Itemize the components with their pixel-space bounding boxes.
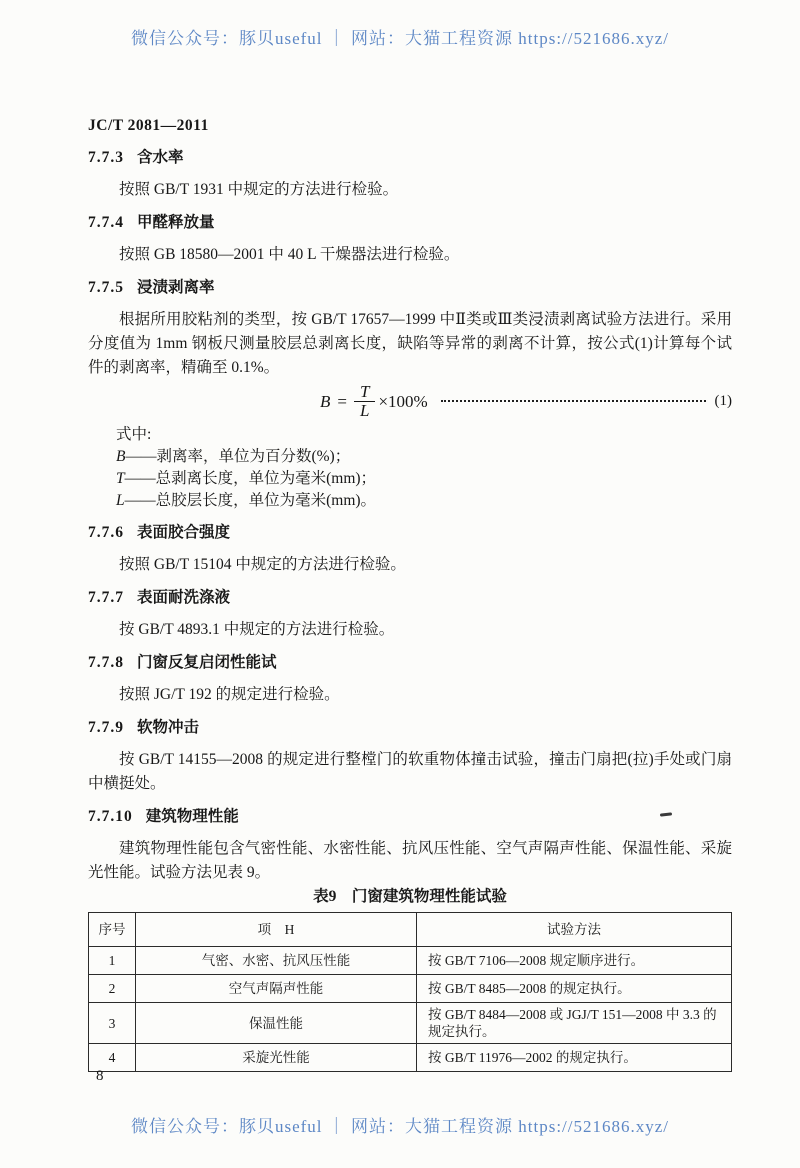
dot-leader bbox=[441, 400, 706, 402]
fraction bbox=[354, 381, 375, 420]
section-number: 7.7.4 bbox=[88, 214, 124, 231]
definition-L bbox=[88, 490, 732, 512]
definition-B bbox=[88, 446, 732, 468]
table-row bbox=[89, 1044, 732, 1072]
section-number: 7.7.3 bbox=[88, 149, 124, 166]
fraction-denominator: L bbox=[359, 400, 370, 420]
formula-1 bbox=[88, 382, 732, 420]
header-item: 项 H bbox=[136, 913, 417, 947]
para-7-7-4: 按照 GB 18580—2001 中 40 L 干燥器法进行检验。 bbox=[119, 246, 460, 263]
section-title: 表面耐洗涤液 bbox=[137, 589, 231, 606]
section-number: 7.7.5 bbox=[88, 279, 124, 296]
section-title: 含水率 bbox=[137, 149, 184, 166]
section-number: 7.7.9 bbox=[88, 719, 124, 736]
heading-7-7-5 bbox=[88, 276, 732, 299]
table-header-row bbox=[89, 913, 732, 947]
watermark-bottom: 微信公众号：豚贝useful ｜ 网站：大猫工程资源 https://521686.xyz/ bbox=[130, 1117, 670, 1136]
header-test-method: 试验方法 bbox=[417, 913, 732, 947]
equation-number: (1) bbox=[714, 392, 732, 409]
section-number: 7.7.7 bbox=[88, 589, 124, 606]
equals-sign: = bbox=[337, 391, 347, 411]
para-7-7-3: 按照 GB/T 1931 中规定的方法进行检验。 bbox=[119, 181, 399, 198]
section-number: 7.7.6 bbox=[88, 524, 124, 541]
cell-serial: 2 bbox=[89, 975, 136, 1003]
physical-performance-table bbox=[88, 912, 732, 1072]
section-number: 7.7.8 bbox=[88, 654, 124, 671]
cell-item: 采旋光性能 bbox=[136, 1044, 417, 1072]
section-title: 软物冲击 bbox=[137, 719, 200, 736]
section-title: 门窗反复启闭性能试 bbox=[137, 654, 277, 671]
document-body bbox=[88, 114, 732, 1072]
heading-7-7-3 bbox=[88, 146, 732, 169]
table-row bbox=[89, 1003, 732, 1044]
para-7-7-9: 按 GB/T 14155—2008 的规定进行整樘门的软重物体撞击试验，撞击门扇把(拉)手处或门扇中横挺处。 bbox=[88, 751, 732, 792]
table-caption: 表9 门窗建筑物理性能试验 bbox=[313, 888, 507, 905]
para-7-7-8: 按照 JG/T 192 的规定进行检验。 bbox=[119, 686, 340, 703]
formula-multiplier: ×100% bbox=[378, 391, 428, 411]
table-row bbox=[89, 975, 732, 1003]
heading-7-7-4 bbox=[88, 211, 732, 234]
heading-7-7-8 bbox=[88, 651, 732, 674]
definition-text: ——总胶层长度，单位为毫米(mm)。 bbox=[124, 492, 377, 509]
cell-item: 空气声隔声性能 bbox=[136, 975, 417, 1003]
para-7-7-5: 根据所用胶粘剂的类型，按 GB/T 17657—1999 中Ⅱ类或Ⅲ类浸渍剥离试验方法进行。采用分度值为 1mm 钢板尺测量胶层总剥离长度，缺陷等异常的剥离不计算，按公式(1)计算每个试件的剥离率，精确至 0.1%。 bbox=[88, 311, 732, 376]
fraction-numerator: T bbox=[354, 384, 375, 402]
variable-L: L bbox=[116, 492, 125, 509]
section-title: 建筑物理性能 bbox=[145, 808, 239, 825]
header-serial-number: 序号 bbox=[89, 913, 136, 947]
heading-7-7-9 bbox=[88, 716, 732, 739]
variable-T: T bbox=[116, 470, 125, 487]
cell-method: 按 GB/T 8485—2008 的规定执行。 bbox=[417, 975, 732, 1003]
cell-method: 按 GB/T 7106—2008 规定顺序进行。 bbox=[417, 947, 732, 975]
standard-code: JC/T 2081—2011 bbox=[88, 117, 209, 134]
definition-text: ——剥离率，单位为百分数(%)； bbox=[125, 448, 351, 465]
formula-lhs: B bbox=[320, 391, 331, 411]
heading-7-7-7 bbox=[88, 586, 732, 609]
para-7-7-7: 按 GB/T 4893.1 中规定的方法进行检验。 bbox=[119, 621, 395, 638]
where-label: 式中: bbox=[116, 426, 152, 443]
para-7-7-10: 建筑物理性能包含气密性能、水密性能、抗风压性能、空气声隔声性能、保温性能、采旋光性能。试验方法见表 9。 bbox=[88, 840, 732, 881]
cell-method: 按 GB/T 8484—2008 或 JGJ/T 151—2008 中 3.3 的规定执行。 bbox=[417, 1003, 732, 1044]
definition-text: ——总剥离长度，单位为毫米(mm)； bbox=[124, 470, 377, 487]
formula-expression bbox=[320, 381, 428, 420]
section-number: 7.7.10 bbox=[88, 808, 133, 825]
cell-serial: 3 bbox=[89, 1003, 136, 1044]
section-title: 浸渍剥离率 bbox=[137, 279, 215, 296]
section-title: 甲醛释放量 bbox=[137, 214, 215, 231]
cell-serial: 4 bbox=[89, 1044, 136, 1072]
cell-item: 气密、水密、抗风压性能 bbox=[136, 947, 417, 975]
cell-item: 保温性能 bbox=[136, 1003, 417, 1044]
heading-7-7-10 bbox=[88, 805, 732, 828]
definition-T bbox=[88, 468, 732, 490]
page-number: 8 bbox=[96, 1068, 104, 1084]
para-7-7-6: 按照 GB/T 15104 中规定的方法进行检验。 bbox=[119, 556, 406, 573]
heading-7-7-6 bbox=[88, 521, 732, 544]
cell-method: 按 GB/T 11976—2002 的规定执行。 bbox=[417, 1044, 732, 1072]
variable-B: B bbox=[116, 448, 126, 465]
section-title: 表面胶合强度 bbox=[137, 524, 231, 541]
cell-serial: 1 bbox=[89, 947, 136, 975]
table-row bbox=[89, 947, 732, 975]
watermark-top: 微信公众号：豚贝useful ｜ 网站：大猫工程资源 https://521686.xyz/ bbox=[130, 29, 670, 48]
